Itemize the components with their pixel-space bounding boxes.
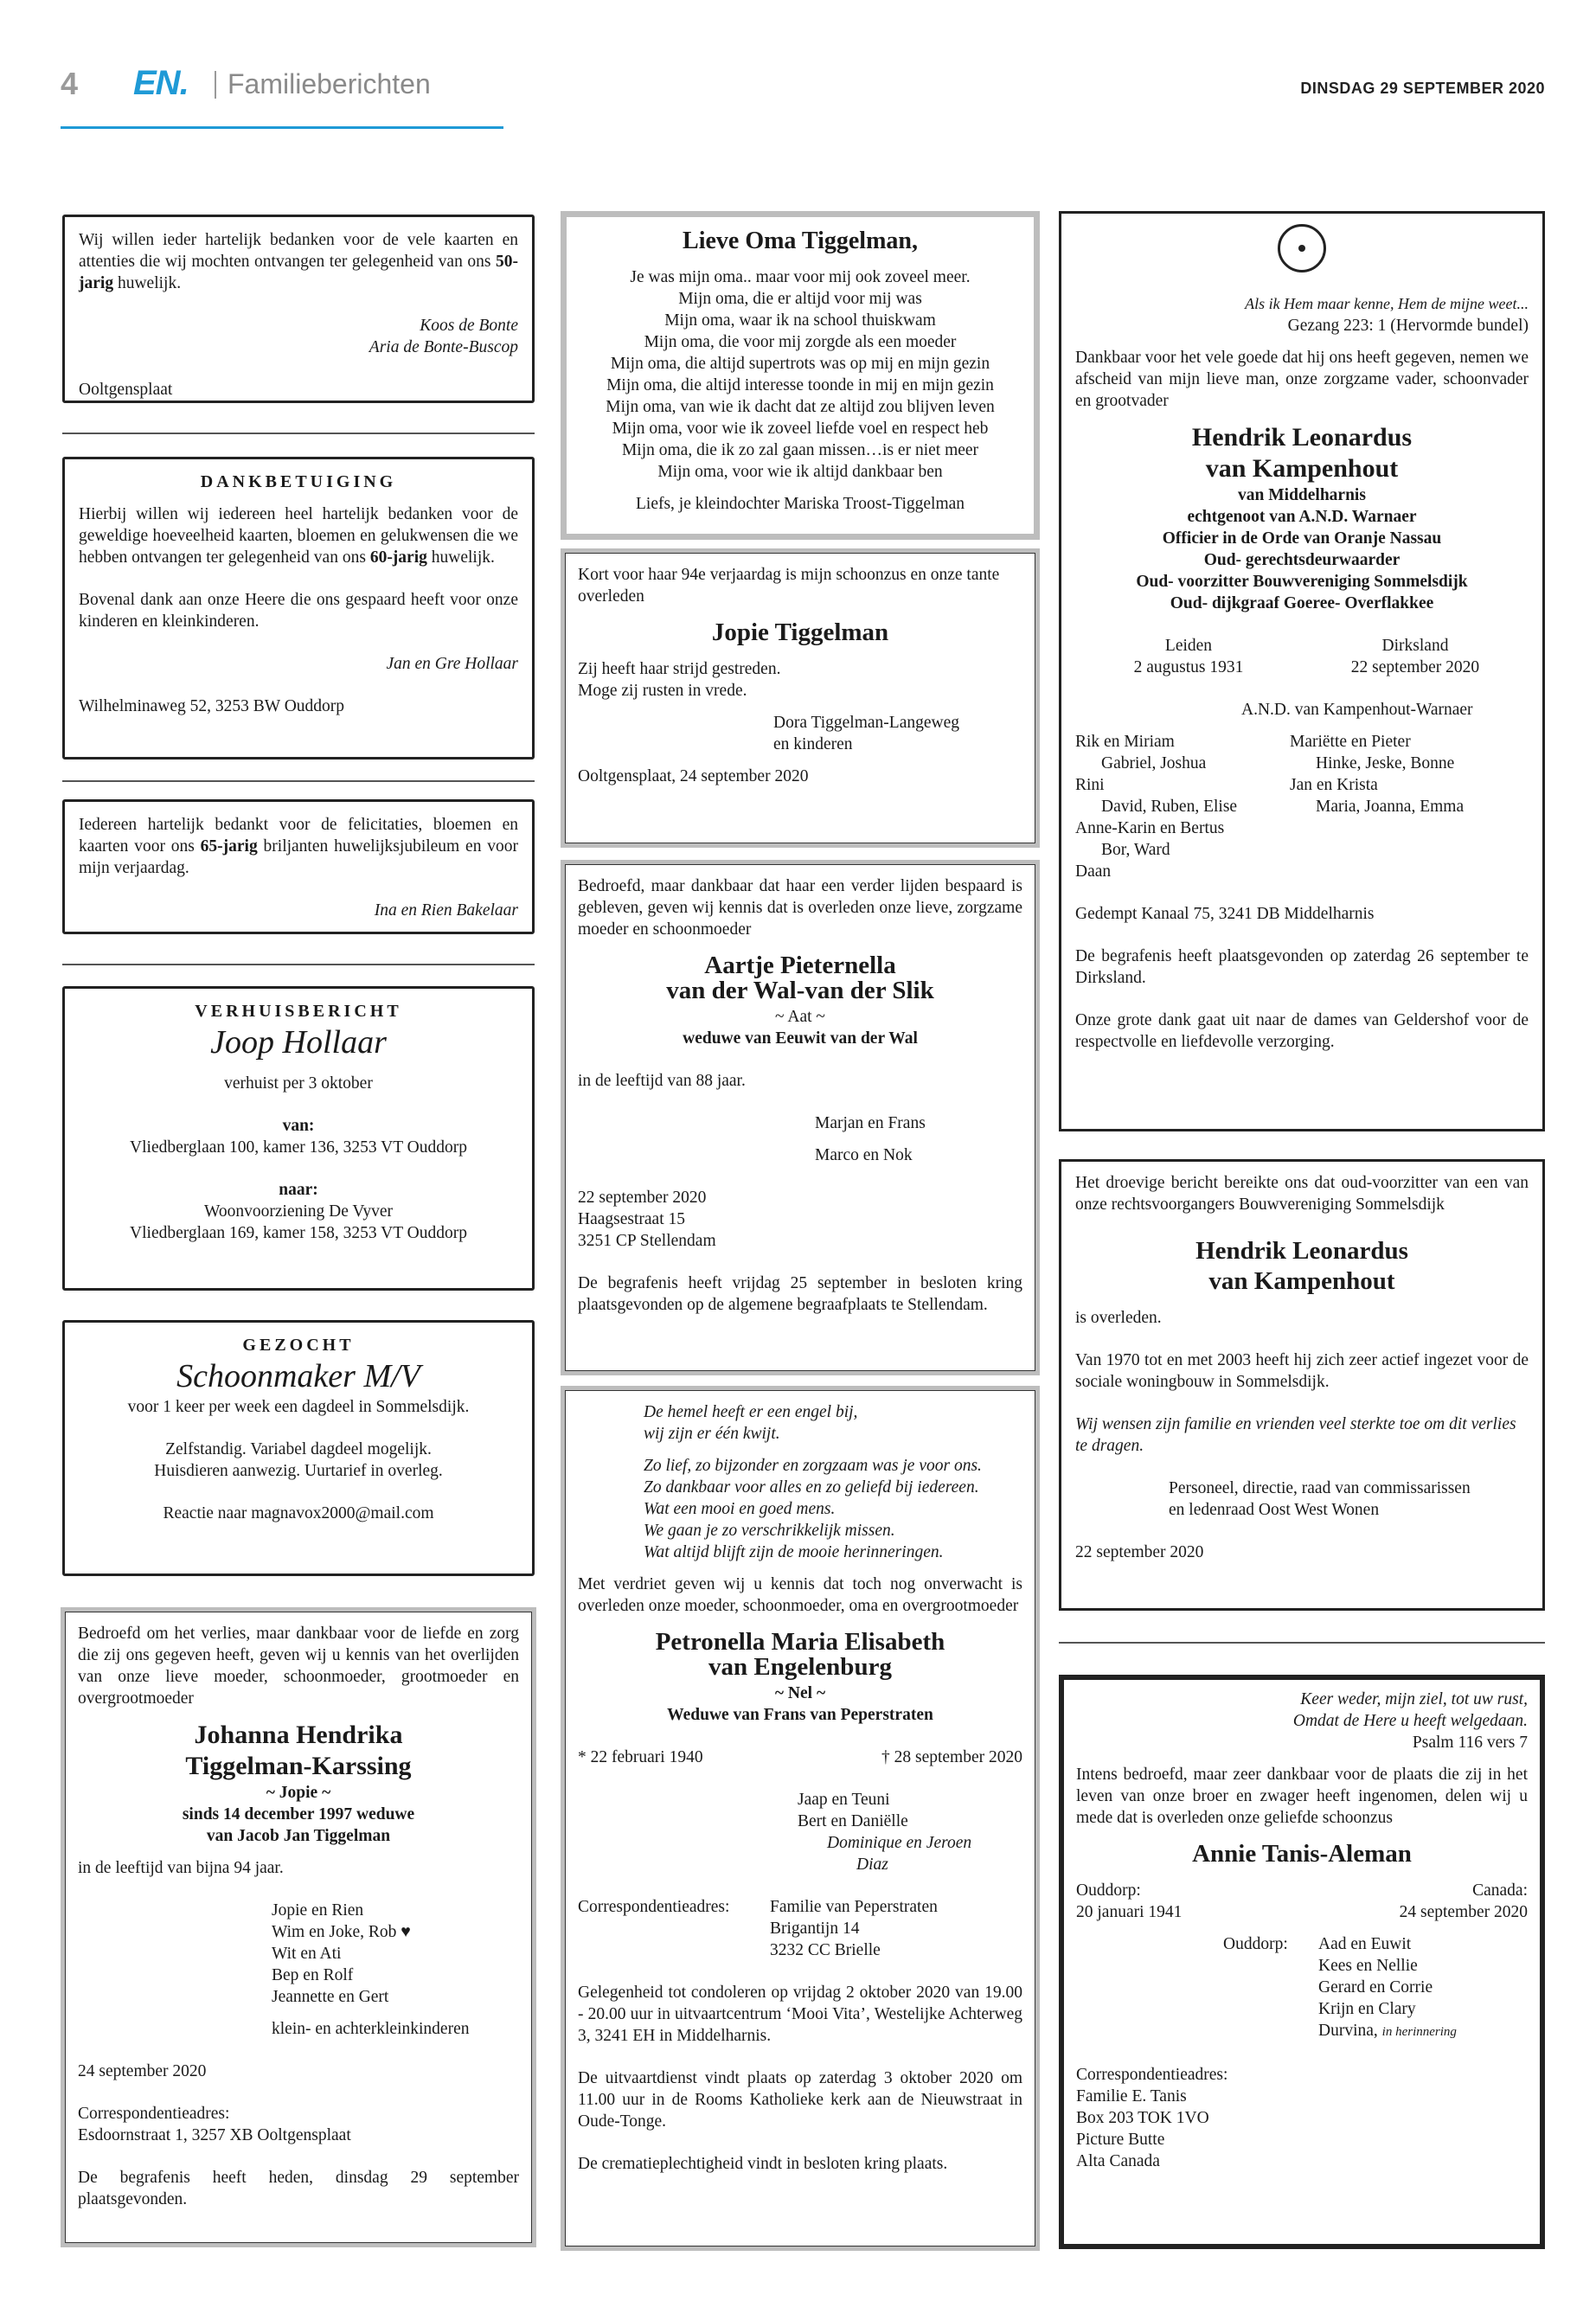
death-place: Canada: bbox=[1472, 1881, 1528, 1900]
death-date: † 28 september 2020 bbox=[881, 1748, 1022, 1766]
ad-text: Bedroefd om het verlies, maar dankbaar voor de liefde en zorg die zij ons gegeven heeft, geven wij u kennis van het overlijden van onze lieve moeder, schoonmoeder, grootmoeder en overgrootmoeder bbox=[78, 1625, 519, 1708]
verse-line: wij zijn er één kwijt. bbox=[644, 1425, 780, 1443]
signature: Ina en Rien Bakelaar bbox=[374, 901, 518, 920]
ad-text: Zelfstandig. Variabel dagdeel mogelijk. bbox=[165, 1440, 432, 1458]
life-dates bbox=[1075, 635, 1529, 678]
ad-johanna bbox=[61, 1607, 536, 2247]
ad-text: De begrafenis heeft plaatsgevonden op zaterdag 26 september te Dirksland. bbox=[1075, 947, 1529, 987]
ad-title: Lieve Oma Tiggelman, bbox=[683, 228, 918, 254]
psalm-reference: Psalm 116 vers 7 bbox=[1412, 1734, 1528, 1752]
ad-text: Gelegenheid tot condoleren op vrijdag 2 oktober 2020 van 19.00 - 20.00 uur in uitvaartcentrum ‘Mooi Vita’, Westelijke Achterweg 3, 3241 EH in Middelharnis. bbox=[578, 1984, 1022, 2045]
ad-text: De begrafenis heeft heden, dinsdag 29 september plaatsgevonden. bbox=[78, 2169, 519, 2208]
ad-bonte bbox=[62, 215, 535, 403]
signature: en ledenraad Oost West Wonen bbox=[1169, 1501, 1380, 1519]
ad-text: De uitvaartdienst vindt plaats op zaterdag 3 oktober 2020 om 11.00 uur in de Rooms Katholieke kerk aan de Nieuwstraat in Oude-Tonge. bbox=[578, 2069, 1022, 2131]
ad-text: Van 1970 tot en met 2003 heeft hij zich zeer actief ingezet voor de sociale woningbouw in Sommelsdijk. bbox=[1075, 1351, 1529, 1391]
ad-text: Moge zij rusten in vrede. bbox=[578, 682, 747, 700]
verse-line: Wat altijd blijft zijn de mooie herinneringen. bbox=[644, 1543, 944, 1561]
column-rule bbox=[1059, 1642, 1545, 1644]
ad-text: Onze grote dank gaat uit naar de dames van Geldershof voor de respectvolle en liefdevolle verzorging. bbox=[1075, 1011, 1529, 1051]
list-item: Gabriel, Joshua bbox=[1101, 754, 1207, 772]
address: Familie E. Tanis bbox=[1076, 2087, 1187, 2106]
list-item: Jeannette en Gert bbox=[272, 1988, 389, 2006]
list-item: Marco en Nok bbox=[815, 1146, 913, 1164]
address: Wilhelminaweg 52, 3253 BW Ouddorp bbox=[79, 697, 345, 715]
ad-heading: GEZOCHT bbox=[242, 1336, 355, 1355]
verse-line: Zo lief, zo bijzonder en zorgzaam was je voor ons. bbox=[644, 1457, 982, 1475]
address: Picture Butte bbox=[1076, 2131, 1165, 2149]
correspondence bbox=[578, 1896, 938, 1961]
ad-lieve-oma bbox=[561, 211, 1040, 540]
list-item: Wit en Ati bbox=[272, 1945, 342, 1963]
family-list bbox=[578, 1789, 1022, 1875]
issue-date: DINSDAG 29 SEPTEMBER 2020 bbox=[1300, 80, 1545, 97]
poem-line: Je was mijn oma.. maar voor mij ook zoveel meer. bbox=[630, 268, 971, 286]
ad-text: Huisdieren aanwezig. Uurtarief in overleg. bbox=[154, 1462, 443, 1480]
list-item: Gerard en Corrie bbox=[1318, 1978, 1433, 1997]
deceased-name: Hendrik Leonardus bbox=[1195, 1237, 1408, 1265]
family-list bbox=[1223, 1933, 1457, 2043]
list-item: David, Ruben, Elise bbox=[1101, 798, 1238, 816]
signature: Personeel, directie, raad van commissarissen bbox=[1169, 1479, 1471, 1497]
address: Familie van Peperstraten bbox=[770, 1898, 938, 1916]
list-item: klein- en achterkleinkinderen bbox=[272, 2020, 470, 2038]
list-item: Wim en Joke, Rob ♥ bbox=[272, 1923, 411, 1941]
poem-line: Mijn oma, voor wie ik altijd dankbaar ben bbox=[657, 463, 943, 481]
family-column-left bbox=[1075, 731, 1290, 882]
birth-date: * 22 februari 1940 bbox=[578, 1748, 703, 1766]
address: 3251 CP Stellendam bbox=[578, 1232, 716, 1250]
family-list bbox=[78, 1900, 519, 2040]
list-item: Durvina, in herinnering bbox=[1318, 2022, 1457, 2040]
list-item: Krijn en Clary bbox=[1318, 2000, 1416, 2018]
verse-line: Zo dankbaar voor alles en zo geliefd bij iedereen. bbox=[644, 1478, 979, 1497]
list-item: Rini bbox=[1075, 776, 1105, 794]
death-place: Dirksland bbox=[1381, 637, 1449, 655]
list-item: Bert en Daniëlle bbox=[798, 1812, 908, 1830]
list-item: Kees en Nellie bbox=[1318, 1957, 1418, 1975]
deceased-name: Petronella Maria Elisabeth bbox=[655, 1628, 945, 1656]
list-item: Aad en Euwit bbox=[1318, 1935, 1412, 1953]
nickname: ~ Jopie ~ bbox=[266, 1784, 331, 1802]
list-item: Diaz bbox=[856, 1856, 888, 1874]
life-dates bbox=[1076, 1880, 1528, 1923]
address: Woonvoorziening De Vyver bbox=[204, 1202, 393, 1221]
column-rule bbox=[62, 964, 535, 965]
subtitle: sinds 14 december 1997 weduwe bbox=[182, 1805, 415, 1823]
signature: Jan en Gre Hollaar bbox=[386, 655, 518, 673]
dates-row bbox=[578, 1747, 1022, 1768]
nickname: ~ Nel ~ bbox=[774, 1684, 826, 1702]
list-item: Bor, Ward bbox=[1101, 841, 1170, 859]
page-number: 4 bbox=[61, 66, 79, 101]
ad-hendrik-family bbox=[1059, 211, 1545, 1131]
address: 3232 CC Brielle bbox=[770, 1941, 881, 1959]
page-header bbox=[61, 64, 1545, 106]
poem-line: Mijn oma, van wie ik dacht dat ze altijd zou blijven leven bbox=[606, 398, 995, 416]
subtitle: Oud- voorzitter Bouwvereniging Sommelsdijk bbox=[1136, 573, 1468, 591]
deceased-name: Aartje Pieternella bbox=[704, 952, 896, 979]
birth-date: 2 augustus 1931 bbox=[1133, 658, 1244, 676]
family-column-right bbox=[1290, 731, 1464, 882]
birth-place: Ouddorp: bbox=[1076, 1881, 1141, 1900]
signature: Koos de Bonte bbox=[420, 317, 518, 335]
poem-line: Mijn oma, die ik zo zal gaan missen…is er niet meer bbox=[621, 441, 979, 459]
subtitle: Oud- dijkgraaf Goeree- Overflakkee bbox=[1170, 594, 1434, 612]
label: Correspondentieadres: bbox=[578, 1898, 730, 1916]
nickname: ~ Aat ~ bbox=[775, 1008, 825, 1026]
ad-text: Dankbaar voor het vele goede dat hij ons heeft gegeven, nemen we afscheid van mijn lieve man, onze zorgzame vader, schoonvader en grootvader bbox=[1075, 349, 1529, 410]
list-item: Jaap en Teuni bbox=[798, 1791, 890, 1809]
address: Brigantijn 14 bbox=[770, 1920, 860, 1938]
list-item: Jopie en Rien bbox=[272, 1901, 364, 1920]
label: Correspondentieadres: bbox=[1076, 2066, 1228, 2084]
label: naar: bbox=[279, 1181, 318, 1199]
address: Esdoornstraat 1, 3257 XB Ooltgensplaat bbox=[78, 2126, 351, 2144]
ad-jopie bbox=[561, 548, 1040, 848]
cross-circle-icon bbox=[1278, 224, 1326, 272]
column-rule bbox=[62, 780, 535, 782]
ad-text: Hierbij willen wij iedereen heel hartelijk bedanken voor de geweldige hoeveelheid kaarten, bloemen en gelukwensen die we hebben ontvangen ter gelegenheid van ons 60-jarig huwelijk. bbox=[79, 505, 518, 567]
ad-text: De crematieplechtigheid vindt in besloten kring plaats. bbox=[578, 2155, 948, 2173]
ad-text: voor 1 keer per week een dagdeel in Sommelsdijk. bbox=[127, 1398, 470, 1416]
deceased-name: van Kampenhout bbox=[1208, 1267, 1395, 1295]
signature: Aria de Bonte-Buscop bbox=[369, 338, 518, 356]
ad-text: Met verdriet geven wij u kennis dat toch nog onverwacht is overleden onze moeder, schoonmoeder, oma en overgrootmoeder bbox=[578, 1575, 1022, 1615]
deceased-name: Jopie Tiggelman bbox=[711, 619, 889, 646]
list-item: Bep en Rolf bbox=[272, 1966, 354, 1984]
ad-heading: VERHUISBERICHT bbox=[195, 1002, 402, 1021]
place-date: Ooltgensplaat, 24 september 2020 bbox=[578, 767, 809, 785]
list-item: Rik en Miriam bbox=[1075, 733, 1175, 751]
logo[interactable]: EN. bbox=[133, 64, 189, 102]
poem-line: Mijn oma, waar ik na school thuiskwam bbox=[664, 311, 936, 330]
age: in de leeftijd van bijna 94 jaar. bbox=[78, 1859, 284, 1877]
ad-text: Iedereen hartelijk bedankt voor de felicitaties, bloemen en kaarten voor ons 65-jarig briljanten huwelijksjubileum en voor mijn verjaardag. bbox=[79, 816, 518, 877]
address: Box 203 TOK 1VO bbox=[1076, 2109, 1209, 2127]
subtitle: van Jacob Jan Tiggelman bbox=[206, 1827, 391, 1845]
label: van: bbox=[282, 1117, 315, 1135]
list-item: Anne-Karin en Bertus bbox=[1075, 819, 1225, 837]
signature: Dora Tiggelman-Langeweg bbox=[773, 714, 959, 732]
birth-date: 20 januari 1941 bbox=[1076, 1903, 1183, 1921]
subtitle: Officier in de Orde van Oranje Nassau bbox=[1162, 529, 1442, 548]
section-title: Familieberichten bbox=[228, 68, 431, 99]
ad-bakelaar bbox=[62, 799, 535, 934]
list-item: Marjan en Frans bbox=[815, 1114, 926, 1132]
subtitle: weduwe van Eeuwit van der Wal bbox=[683, 1029, 918, 1048]
ad-text: Wij wensen zijn familie en vrienden veel sterkte toe om dit verlies te dragen. bbox=[1075, 1415, 1516, 1455]
job-title: Schoonmaker M/V bbox=[176, 1358, 420, 1394]
divider bbox=[215, 71, 216, 99]
address: Alta Canada bbox=[1076, 2152, 1160, 2170]
verse: Als ik Hem maar kenne, Hem de mijne weet... bbox=[1245, 295, 1529, 312]
list-item: Maria, Joanna, Emma bbox=[1316, 798, 1465, 816]
poem-line: Mijn oma, die voor mij zorgde als een moeder bbox=[644, 333, 957, 351]
date: 24 september 2020 bbox=[78, 2062, 207, 2080]
subtitle: echtgenoot van A.N.D. Warnaer bbox=[1187, 508, 1417, 526]
age: in de leeftijd van 88 jaar. bbox=[578, 1072, 746, 1090]
column-rule bbox=[62, 433, 535, 434]
verse-line: We gaan je zo verschrikkelijk missen. bbox=[644, 1522, 895, 1540]
list-item: Dominique en Jeroen bbox=[827, 1834, 972, 1852]
deceased-name: Tiggelman-Karssing bbox=[185, 1752, 412, 1780]
ad-text: Zij heeft haar strijd gestreden. bbox=[578, 660, 781, 678]
place: Ooltgensplaat bbox=[79, 381, 173, 399]
signature: Liefs, je kleindochter Mariska Troost-Tiggelman bbox=[635, 495, 965, 513]
ad-text: is overleden. bbox=[1075, 1309, 1162, 1327]
subtitle: Weduwe van Frans van Peperstraten bbox=[667, 1706, 933, 1724]
spouse-name: A.N.D. van Kampenhout-Warnaer bbox=[1241, 701, 1473, 719]
address: Haagsestraat 15 bbox=[578, 1210, 685, 1228]
list-item: Hinke, Jeske, Bonne bbox=[1316, 754, 1455, 772]
subtitle: Oud- gerechtsdeurwaarder bbox=[1203, 551, 1401, 569]
hymn-reference: Gezang 223: 1 (Hervormde bundel) bbox=[1287, 317, 1529, 335]
ad-text: Bovenal dank aan onze Heere die ons gespaard heeft voor onze kinderen en kleinkinderen. bbox=[79, 591, 518, 631]
deceased-name: Johanna Hendrika bbox=[194, 1721, 403, 1749]
person-name: Joop Hollaar bbox=[210, 1024, 387, 1061]
signature: en kinderen bbox=[773, 735, 853, 753]
ad-annie bbox=[1059, 1675, 1545, 2249]
deceased-name: van Engelenburg bbox=[708, 1653, 892, 1681]
ad-text: Het droevige bericht bereikte ons dat oud-voorzitter van een van onze rechtsvoorgangers Bouwvereniging Sommelsdijk bbox=[1075, 1174, 1529, 1214]
ad-verhuisbericht bbox=[62, 986, 535, 1291]
subtitle: van Middelharnis bbox=[1238, 486, 1366, 504]
address: Gedempt Kanaal 75, 3241 DB Middelharnis bbox=[1075, 905, 1375, 923]
verse-line: Omdat de Here u heeft welgedaan. bbox=[1292, 1712, 1528, 1730]
ad-petronella bbox=[561, 1386, 1040, 2251]
ad-aartje bbox=[561, 860, 1040, 1375]
poem-line: Mijn oma, die er altijd voor mij was bbox=[678, 290, 922, 308]
poem-line: Mijn oma, die altijd supertrots was op mij en mijn gezin bbox=[610, 355, 990, 373]
date: 22 september 2020 bbox=[1075, 1543, 1204, 1561]
deceased-name: Hendrik Leonardus bbox=[1191, 423, 1413, 452]
label: Ouddorp: bbox=[1223, 1935, 1288, 1953]
poem-line: Mijn oma, voor wie ik zoveel liefde voel en respect heb bbox=[612, 420, 989, 438]
deceased-name: Annie Tanis-Aleman bbox=[1192, 1840, 1412, 1868]
verse bbox=[578, 1401, 1022, 1563]
ad-text: Bedroefd, maar dankbaar dat haar een verder lijden bespaard is gebleven, geven wij kennis dat is overleden onze lieve, zorgzame moeder en schoonmoeder bbox=[578, 877, 1022, 939]
ad-text: Kort voor haar 94e verjaardag is mijn schoonzus en onze tante overleden bbox=[578, 566, 1000, 606]
birth-place: Leiden bbox=[1164, 637, 1213, 655]
poem bbox=[577, 266, 1023, 483]
address: Vliedberglaan 169, kamer 158, 3253 VT Ouddorp bbox=[130, 1224, 467, 1242]
verse-line: Wat een mooi en goed mens. bbox=[644, 1500, 836, 1518]
deceased-name: van Kampenhout bbox=[1205, 454, 1399, 483]
ad-gezocht bbox=[62, 1320, 535, 1576]
contact-email[interactable]: Reactie naar magnavox2000@mail.com bbox=[163, 1504, 434, 1522]
deceased-name: van der Wal-van der Slik bbox=[666, 977, 934, 1004]
label: Correspondentieadres: bbox=[78, 2105, 230, 2123]
death-date: 24 september 2020 bbox=[1399, 1903, 1528, 1921]
ad-text: De begrafenis heeft vrijdag 25 september in besloten kring plaatsgevonden op de algemene begraafplaats te Stellendam. bbox=[578, 1274, 1022, 1314]
date: 22 september 2020 bbox=[578, 1189, 707, 1207]
ad-text: Wij willen ieder hartelijk bedanken voor de vele kaarten en attenties die wij mochten ontvangen ter gelegenheid van ons 50-jarig huwelijk. bbox=[79, 231, 518, 292]
verse-line: De hemel heeft er een engel bij, bbox=[644, 1403, 858, 1421]
list-item: Daan bbox=[1075, 862, 1112, 881]
family-list bbox=[1075, 731, 1529, 882]
death-date: 22 september 2020 bbox=[1350, 658, 1480, 676]
ad-heading: DANKBETUIGING bbox=[200, 472, 397, 491]
ad-dankbetuiging bbox=[62, 457, 535, 760]
ad-hendrik-oost-west-wonen bbox=[1059, 1159, 1545, 1611]
list-item: Jan en Krista bbox=[1290, 776, 1378, 794]
header-underline bbox=[61, 126, 503, 129]
poem-line: Mijn oma, die altijd interesse toonde in mij en mijn gezin bbox=[606, 376, 994, 394]
ad-text: verhuist per 3 oktober bbox=[224, 1074, 373, 1093]
ad-text: Intens bedroefd, maar zeer dankbaar voor de plaats die zij in het leven van onze broer en zwager heeft ingenomen, delen wij u mede dat is overleden onze geliefde schoonzus bbox=[1076, 1766, 1528, 1827]
address: Vliedberglaan 100, kamer 136, 3253 VT Ouddorp bbox=[130, 1138, 467, 1157]
list-item: Mariëtte en Pieter bbox=[1290, 733, 1411, 751]
verse-line: Keer weder, mijn ziel, tot uw rust, bbox=[1300, 1690, 1528, 1708]
